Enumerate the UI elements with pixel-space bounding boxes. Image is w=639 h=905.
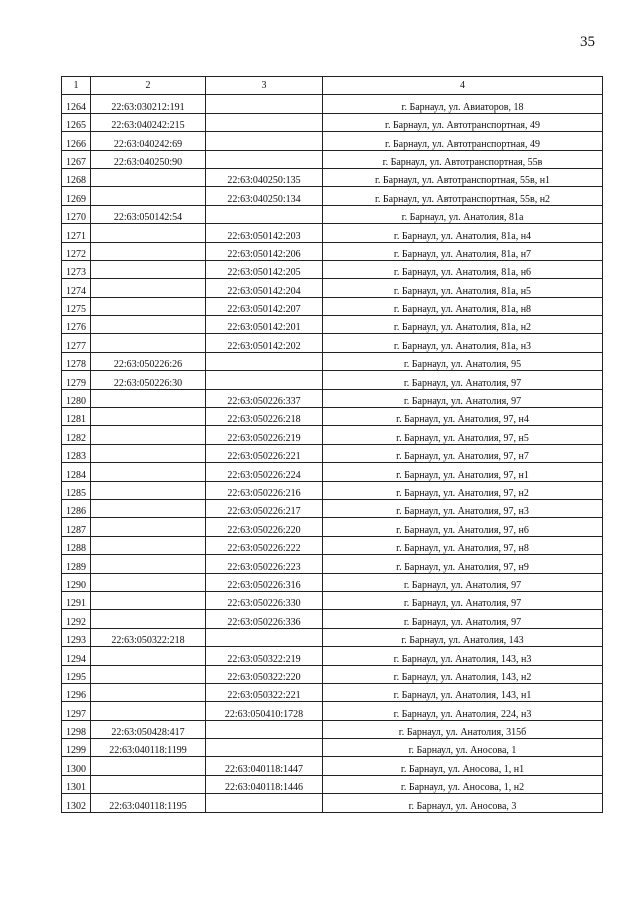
address: г. Барнаул, ул. Анатолия, 97	[323, 389, 603, 407]
parcel-cadastral-number	[91, 297, 206, 315]
building-cadastral-number	[206, 628, 323, 646]
building-cadastral-number: 22:63:050226:219	[206, 426, 323, 444]
row-number: 1289	[62, 555, 91, 573]
parcel-cadastral-number	[91, 426, 206, 444]
address: г. Барнаул, ул. Анатолия, 97, н9	[323, 555, 603, 573]
address: г. Барнаул, ул. Анатолия, 81а, н6	[323, 260, 603, 278]
parcel-cadastral-number: 22:63:050226:30	[91, 371, 206, 389]
address: г. Барнаул, ул. Анатолия, 97	[323, 573, 603, 591]
row-number: 1297	[62, 702, 91, 720]
row-number: 1268	[62, 168, 91, 186]
building-cadastral-number	[206, 95, 323, 113]
building-cadastral-number: 22:63:050142:203	[206, 224, 323, 242]
table-header-row	[62, 77, 603, 95]
address: г. Барнаул, ул. Анатолия, 97, н5	[323, 426, 603, 444]
table-row	[62, 757, 603, 775]
row-number: 1277	[62, 334, 91, 352]
table-row	[62, 499, 603, 517]
building-cadastral-number: 22:63:050322:219	[206, 647, 323, 665]
table-row	[62, 591, 603, 609]
building-cadastral-number: 22:63:050142:206	[206, 242, 323, 260]
address: г. Барнаул, ул. Аносова, 1, н1	[323, 757, 603, 775]
row-number: 1280	[62, 389, 91, 407]
building-cadastral-number: 22:63:050226:217	[206, 499, 323, 517]
building-cadastral-number: 22:63:050226:330	[206, 591, 323, 609]
header-col-1: 1	[62, 77, 91, 95]
table-row	[62, 371, 603, 389]
address: г. Барнаул, ул. Анатолия, 97	[323, 371, 603, 389]
address: г. Барнаул, ул. Анатолия, 97, н4	[323, 408, 603, 426]
row-number: 1286	[62, 499, 91, 517]
address: г. Барнаул, ул. Анатолия, 143	[323, 628, 603, 646]
parcel-cadastral-number: 22:63:040242:69	[91, 132, 206, 150]
parcel-cadastral-number	[91, 610, 206, 628]
row-number: 1276	[62, 316, 91, 334]
parcel-cadastral-number	[91, 444, 206, 462]
table-row	[62, 187, 603, 205]
parcel-cadastral-number: 22:63:050226:26	[91, 352, 206, 370]
building-cadastral-number: 22:63:040118:1446	[206, 775, 323, 793]
row-number: 1272	[62, 242, 91, 260]
parcel-cadastral-number	[91, 389, 206, 407]
address: г. Барнаул, ул. Автотранспортная, 55в, н2	[323, 187, 603, 205]
parcel-cadastral-number	[91, 555, 206, 573]
row-number: 1300	[62, 757, 91, 775]
table-row	[62, 95, 603, 113]
parcel-cadastral-number	[91, 665, 206, 683]
table-row	[62, 444, 603, 462]
parcel-cadastral-number	[91, 757, 206, 775]
parcel-cadastral-number	[91, 573, 206, 591]
parcel-cadastral-number	[91, 316, 206, 334]
table-row	[62, 720, 603, 738]
table-row	[62, 775, 603, 793]
table-row	[62, 683, 603, 701]
parcel-cadastral-number	[91, 168, 206, 186]
table-row	[62, 573, 603, 591]
row-number: 1290	[62, 573, 91, 591]
address: г. Барнаул, ул. Анатолия, 81а, н8	[323, 297, 603, 315]
table-row	[62, 518, 603, 536]
address: г. Барнаул, ул. Анатолия, 224, н3	[323, 702, 603, 720]
row-number: 1265	[62, 113, 91, 131]
address: г. Барнаул, ул. Анатолия, 97, н1	[323, 463, 603, 481]
building-cadastral-number: 22:63:050410:1728	[206, 702, 323, 720]
table-row	[62, 628, 603, 646]
address: г. Барнаул, ул. Анатолия, 97, н8	[323, 536, 603, 554]
table-row	[62, 610, 603, 628]
address: г. Барнаул, ул. Анатолия, 97, н2	[323, 481, 603, 499]
address: г. Барнаул, ул. Анатолия, 81а, н5	[323, 279, 603, 297]
row-number: 1264	[62, 95, 91, 113]
parcel-cadastral-number	[91, 683, 206, 701]
building-cadastral-number: 22:63:040250:134	[206, 187, 323, 205]
table-row	[62, 205, 603, 223]
row-number: 1295	[62, 665, 91, 683]
row-number: 1288	[62, 536, 91, 554]
row-number: 1301	[62, 775, 91, 793]
parcel-cadastral-number	[91, 518, 206, 536]
parcel-cadastral-number: 22:63:050142:54	[91, 205, 206, 223]
address: г. Барнаул, ул. Анатолия, 97, н7	[323, 444, 603, 462]
parcel-cadastral-number	[91, 775, 206, 793]
building-cadastral-number: 22:63:050226:337	[206, 389, 323, 407]
row-number: 1279	[62, 371, 91, 389]
building-cadastral-number: 22:63:050226:221	[206, 444, 323, 462]
table-row	[62, 739, 603, 757]
address: г. Барнаул, ул. Анатолия, 81а, н2	[323, 316, 603, 334]
row-number: 1293	[62, 628, 91, 646]
table-row	[62, 536, 603, 554]
row-number: 1294	[62, 647, 91, 665]
row-number: 1291	[62, 591, 91, 609]
header-col-3: 3	[206, 77, 323, 95]
table-row	[62, 426, 603, 444]
parcel-cadastral-number: 22:63:040118:1199	[91, 739, 206, 757]
building-cadastral-number: 22:63:050226:224	[206, 463, 323, 481]
header-col-4: 4	[323, 77, 603, 95]
row-number: 1267	[62, 150, 91, 168]
parcel-cadastral-number: 22:63:040118:1195	[91, 794, 206, 812]
address: г. Барнаул, ул. Анатолия, 95	[323, 352, 603, 370]
building-cadastral-number: 22:63:050226:223	[206, 555, 323, 573]
building-cadastral-number: 22:63:050226:222	[206, 536, 323, 554]
parcel-cadastral-number	[91, 187, 206, 205]
parcel-cadastral-number	[91, 242, 206, 260]
table-row	[62, 794, 603, 812]
parcel-cadastral-number	[91, 463, 206, 481]
table-row	[62, 260, 603, 278]
building-cadastral-number	[206, 150, 323, 168]
table-row	[62, 132, 603, 150]
parcel-cadastral-number	[91, 536, 206, 554]
building-cadastral-number: 22:63:050142:207	[206, 297, 323, 315]
parcel-cadastral-number: 22:63:050322:218	[91, 628, 206, 646]
building-cadastral-number: 22:63:050226:218	[206, 408, 323, 426]
row-number: 1284	[62, 463, 91, 481]
row-number: 1302	[62, 794, 91, 812]
page-number: 35	[580, 34, 595, 50]
address: г. Барнаул, ул. Анатолия, 97	[323, 591, 603, 609]
parcel-cadastral-number	[91, 481, 206, 499]
building-cadastral-number: 22:63:050226:220	[206, 518, 323, 536]
row-number: 1273	[62, 260, 91, 278]
row-number: 1278	[62, 352, 91, 370]
table-row	[62, 352, 603, 370]
table-row	[62, 334, 603, 352]
parcel-cadastral-number: 22:63:050428:417	[91, 720, 206, 738]
address: г. Барнаул, ул. Анатолия, 81а, н4	[323, 224, 603, 242]
table-row	[62, 389, 603, 407]
table-row	[62, 647, 603, 665]
table-row	[62, 555, 603, 573]
table-row	[62, 297, 603, 315]
building-cadastral-number	[206, 720, 323, 738]
table-row	[62, 463, 603, 481]
parcel-cadastral-number: 22:63:040242:215	[91, 113, 206, 131]
table-row	[62, 481, 603, 499]
address: г. Барнаул, ул. Автотранспортная, 55в	[323, 150, 603, 168]
building-cadastral-number: 22:63:040118:1447	[206, 757, 323, 775]
building-cadastral-number	[206, 739, 323, 757]
row-number: 1282	[62, 426, 91, 444]
table-row	[62, 224, 603, 242]
address: г. Барнаул, ул. Авиаторов, 18	[323, 95, 603, 113]
address: г. Барнаул, ул. Анатолия, 143, н1	[323, 683, 603, 701]
table-row	[62, 316, 603, 334]
building-cadastral-number	[206, 113, 323, 131]
address: г. Барнаул, ул. Аносова, 3	[323, 794, 603, 812]
address: г. Барнаул, ул. Аносова, 1	[323, 739, 603, 757]
row-number: 1274	[62, 279, 91, 297]
row-number: 1296	[62, 683, 91, 701]
address: г. Барнаул, ул. Анатолия, 81а, н7	[323, 242, 603, 260]
parcel-cadastral-number: 22:63:030212:191	[91, 95, 206, 113]
building-cadastral-number: 22:63:050142:201	[206, 316, 323, 334]
row-number: 1298	[62, 720, 91, 738]
building-cadastral-number: 22:63:050322:221	[206, 683, 323, 701]
parcel-cadastral-number	[91, 279, 206, 297]
address: г. Барнаул, ул. Анатолия, 81а, н3	[323, 334, 603, 352]
building-cadastral-number	[206, 352, 323, 370]
building-cadastral-number: 22:63:040250:135	[206, 168, 323, 186]
building-cadastral-number: 22:63:050142:204	[206, 279, 323, 297]
parcel-cadastral-number	[91, 260, 206, 278]
building-cadastral-number	[206, 132, 323, 150]
parcel-cadastral-number	[91, 591, 206, 609]
building-cadastral-number: 22:63:050226:336	[206, 610, 323, 628]
row-number: 1285	[62, 481, 91, 499]
building-cadastral-number	[206, 794, 323, 812]
parcel-cadastral-number	[91, 224, 206, 242]
building-cadastral-number: 22:63:050322:220	[206, 665, 323, 683]
parcel-cadastral-number	[91, 408, 206, 426]
parcel-cadastral-number	[91, 647, 206, 665]
table-row	[62, 408, 603, 426]
row-number: 1299	[62, 739, 91, 757]
building-cadastral-number: 22:63:050142:205	[206, 260, 323, 278]
building-cadastral-number	[206, 371, 323, 389]
address: г. Барнаул, ул. Анатолия, 97, н3	[323, 499, 603, 517]
address: г. Барнаул, ул. Анатолия, 315б	[323, 720, 603, 738]
parcel-cadastral-number	[91, 334, 206, 352]
table-row	[62, 150, 603, 168]
table-row	[62, 113, 603, 131]
row-number: 1292	[62, 610, 91, 628]
address: г. Барнаул, ул. Анатолия, 143, н2	[323, 665, 603, 683]
table-row	[62, 242, 603, 260]
row-number: 1271	[62, 224, 91, 242]
building-cadastral-number: 22:63:050226:216	[206, 481, 323, 499]
address: г. Барнаул, ул. Анатолия, 81а	[323, 205, 603, 223]
parcel-cadastral-number	[91, 702, 206, 720]
row-number: 1281	[62, 408, 91, 426]
table-row	[62, 279, 603, 297]
parcel-cadastral-number: 22:63:040250:90	[91, 150, 206, 168]
address: г. Барнаул, ул. Анатолия, 97, н6	[323, 518, 603, 536]
table-row	[62, 665, 603, 683]
registry-table	[61, 76, 603, 813]
address: г. Барнаул, ул. Анатолия, 97	[323, 610, 603, 628]
address: г. Барнаул, ул. Аносова, 1, н2	[323, 775, 603, 793]
parcel-cadastral-number	[91, 499, 206, 517]
address: г. Барнаул, ул. Автотранспортная, 49	[323, 113, 603, 131]
table-row	[62, 702, 603, 720]
header-col-2: 2	[91, 77, 206, 95]
row-number: 1287	[62, 518, 91, 536]
building-cadastral-number: 22:63:050142:202	[206, 334, 323, 352]
address: г. Барнаул, ул. Автотранспортная, 49	[323, 132, 603, 150]
row-number: 1270	[62, 205, 91, 223]
row-number: 1269	[62, 187, 91, 205]
row-number: 1275	[62, 297, 91, 315]
building-cadastral-number	[206, 205, 323, 223]
address: г. Барнаул, ул. Автотранспортная, 55в, н1	[323, 168, 603, 186]
address: г. Барнаул, ул. Анатолия, 143, н3	[323, 647, 603, 665]
row-number: 1266	[62, 132, 91, 150]
building-cadastral-number: 22:63:050226:316	[206, 573, 323, 591]
table-row	[62, 168, 603, 186]
row-number: 1283	[62, 444, 91, 462]
